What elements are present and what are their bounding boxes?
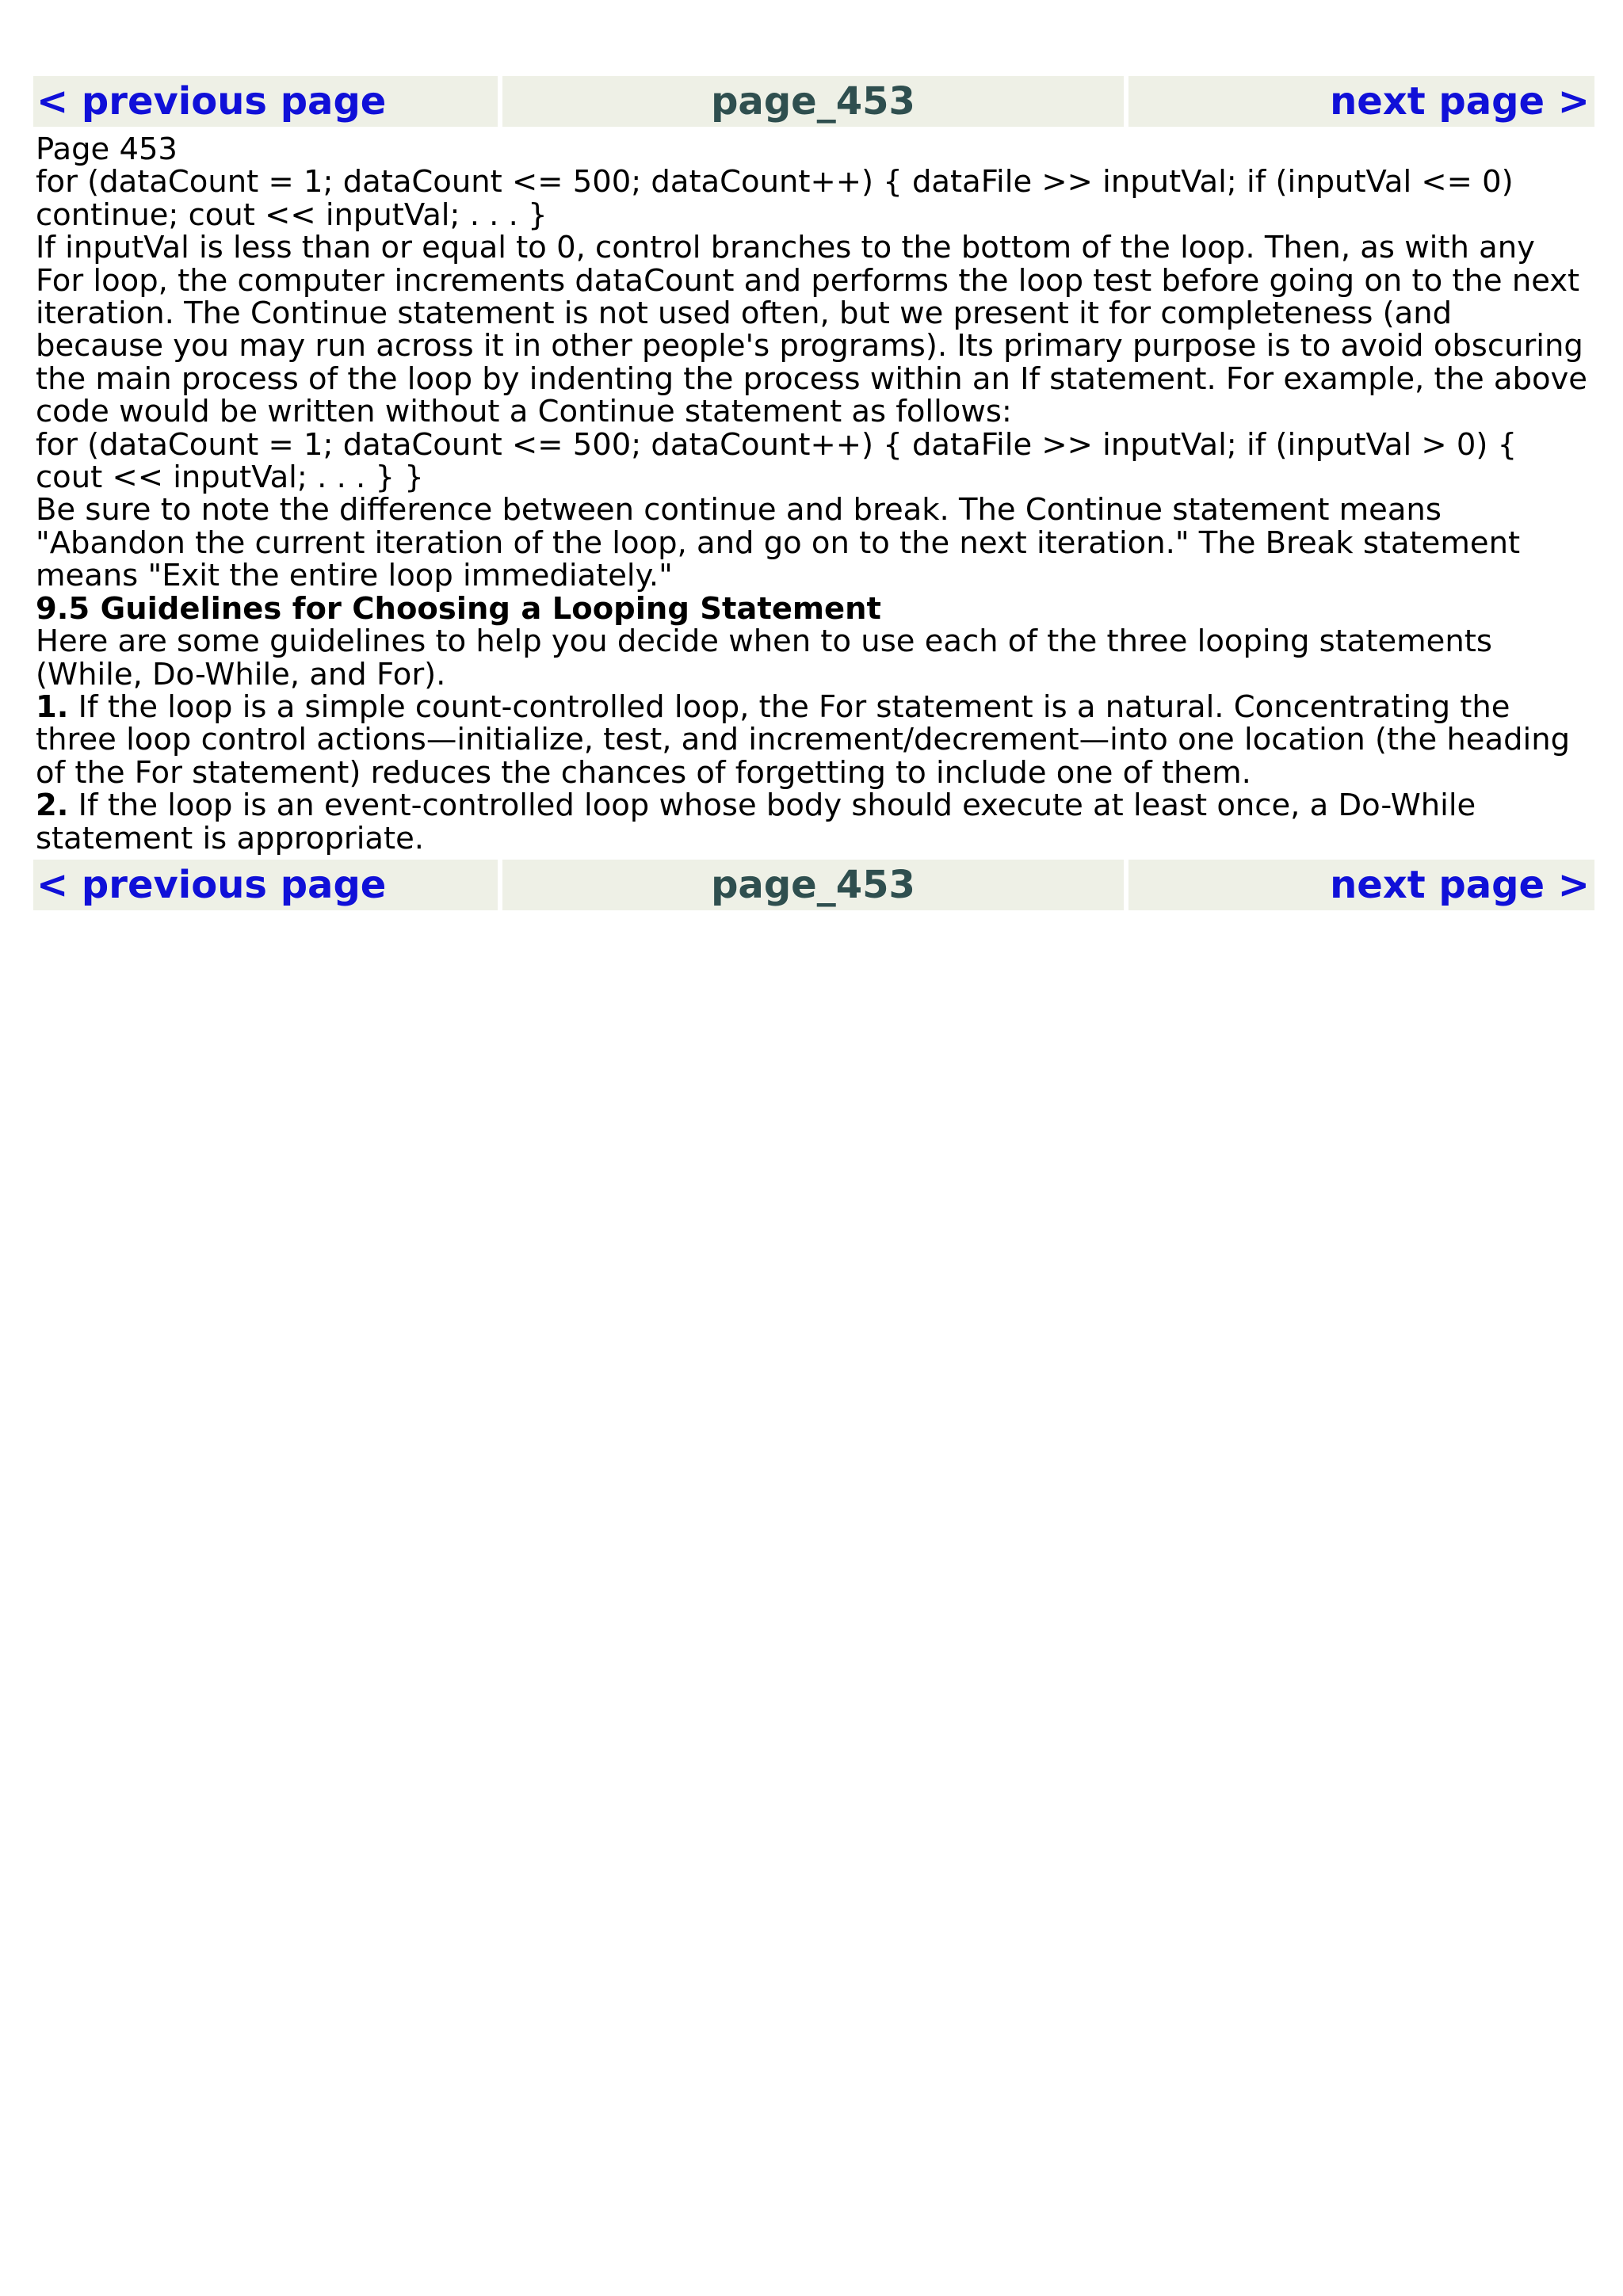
next-page-link[interactable]: next page > xyxy=(1128,76,1594,127)
top-navigation-bar xyxy=(33,76,1594,127)
guideline-text: If the loop is an event-controlled loop whose body should execute at least once, a Do-While statement is appropriate. xyxy=(36,788,1476,856)
paragraph-guidelines-intro: Here are some guidelines to help you decide when to use each of the three looping statements (While, Do-While, and For). xyxy=(36,624,1492,692)
guideline-item xyxy=(36,789,1589,855)
page-number-text: Page 453 xyxy=(36,132,178,167)
previous-page-link[interactable]: < previous page xyxy=(33,860,498,910)
section-heading: 9.5 Guidelines for Choosing a Looping Statement xyxy=(36,590,881,627)
code-snippet-continue: for (dataCount = 1; dataCount <= 500; dataCount++) { dataFile >> inputVal; if (inputVal <= 0) continue; cout << inputVal; . . . } xyxy=(36,164,1514,233)
bottom-navigation-bar xyxy=(33,860,1594,910)
next-page-link[interactable]: next page > xyxy=(1128,860,1594,910)
previous-page-link[interactable]: < previous page xyxy=(33,76,498,127)
page-label: page_453 xyxy=(502,76,1124,127)
paragraph-continue-explanation: If inputVal is less than or equal to 0, control branches to the bottom of the loop. Then, as with any For loop, the computer increments dataCount and performs the loop test before going on to the next iteration. The Continue statement is not used often, but we present it for completeness (and because you may run across it in other people's programs). Its primary purpose is to avoid obscuring the main process of the loop by indenting the process within an If statement. For example, the above code would be written without a Continue statement as follows: xyxy=(36,230,1587,430)
paragraph-continue-vs-break: Be sure to note the difference between continue and break. The Continue statement means "Abandon the current iteration of the loop, and go on to the next iteration." The Break statement means "Exit the entire loop immediately." xyxy=(36,492,1521,594)
guideline-item xyxy=(36,688,1589,791)
guideline-number: 1. xyxy=(36,688,69,725)
page-content xyxy=(36,133,1589,855)
document-page xyxy=(33,76,1594,910)
code-snippet-if: for (dataCount = 1; dataCount <= 500; dataCount++) { dataFile >> inputVal; if (inputVal > 0) { cout << inputVal; . . . } } xyxy=(36,426,1518,496)
page-label: page_453 xyxy=(502,860,1124,910)
guideline-number: 2. xyxy=(36,788,69,824)
guideline-text: If the loop is a simple count-controlled loop, the For statement is a natural. Concentrating the three loop control actions—initialize, test, and increment/decrement—into one location (the heading of the For statement) reduces the chances of forgetting to include one of them. xyxy=(36,688,1571,791)
